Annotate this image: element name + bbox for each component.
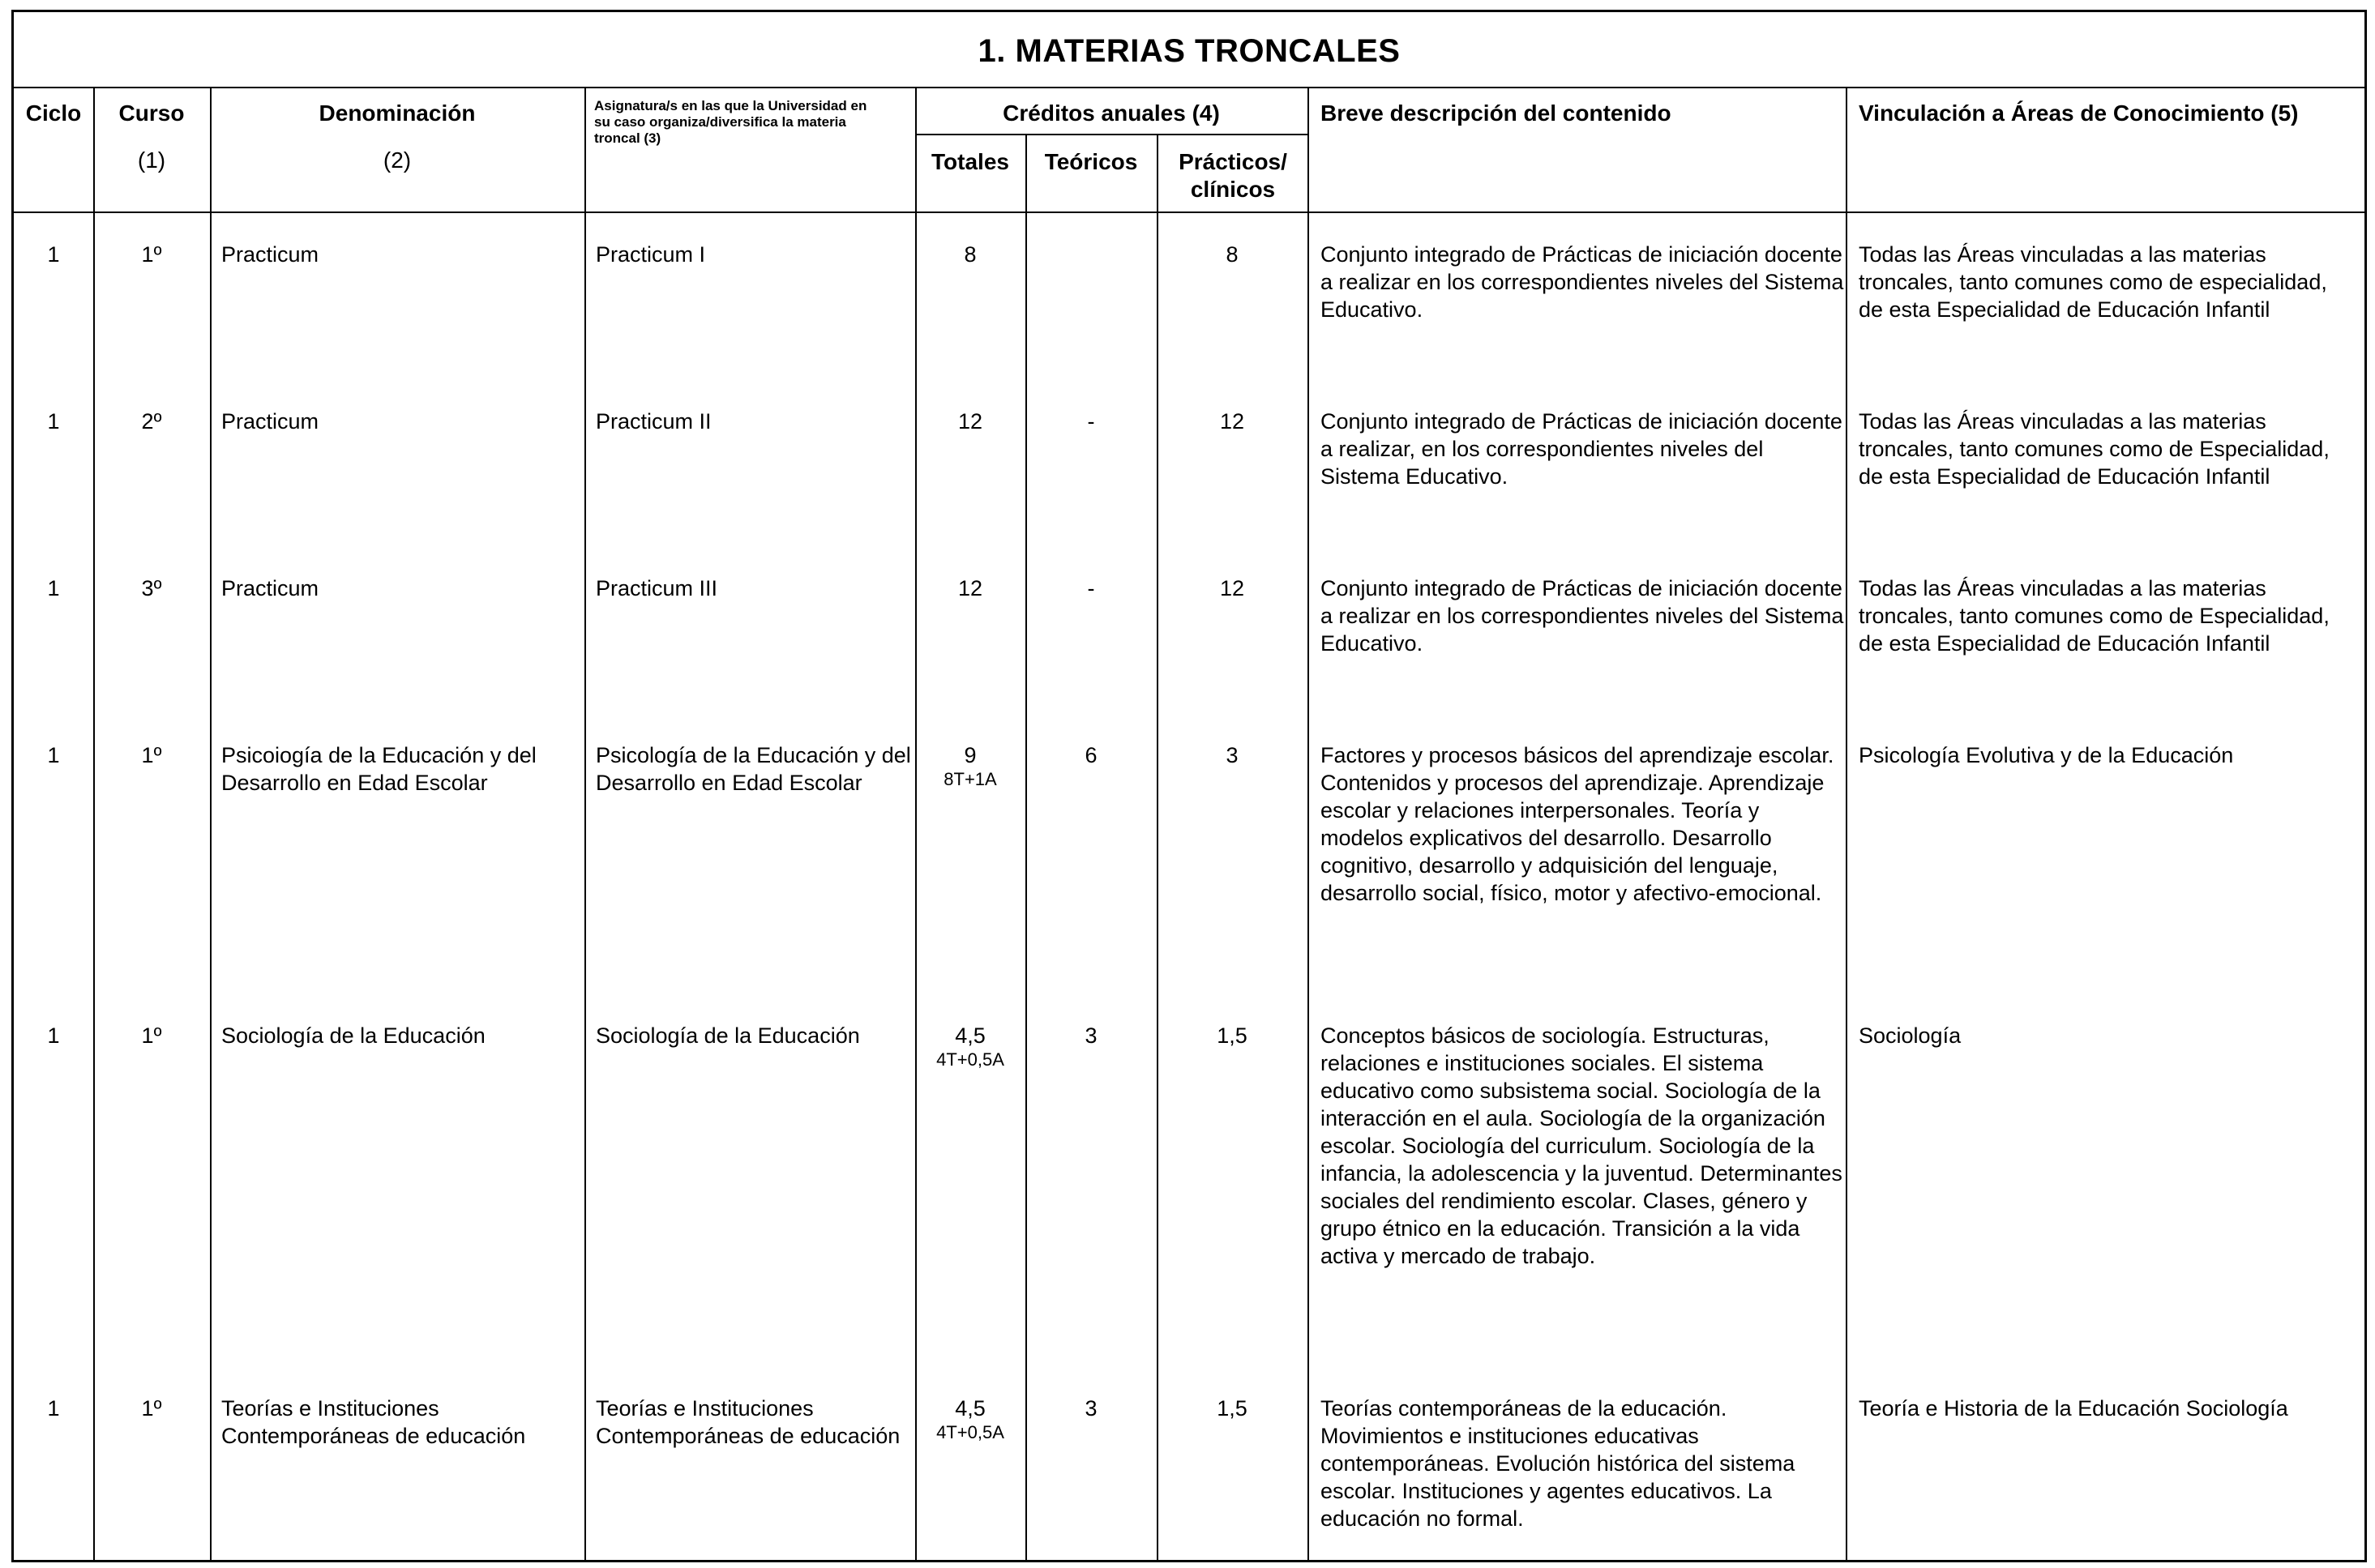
cell-teoricos: 3 bbox=[1085, 1396, 1098, 1421]
document-page bbox=[11, 10, 2367, 1562]
cell-descripcion: Conjunto integrado de Prácticas de iniciación docente a realizar en los correspondientes niveles del Sistema Educativo. bbox=[1320, 576, 1844, 656]
header-curso: Curso bbox=[118, 100, 185, 126]
header-denominacion-note: (2) bbox=[383, 147, 412, 173]
cell-curso: 1º bbox=[141, 1396, 162, 1421]
cell-denominacion: Practicum bbox=[221, 409, 319, 434]
cell-totales-sub: 4T+0,5A bbox=[936, 1422, 1004, 1442]
col-rule bbox=[584, 87, 586, 1560]
title-rule bbox=[14, 87, 2364, 88]
cell-totales: 4,5 bbox=[955, 1023, 986, 1048]
header-curso-note: (1) bbox=[137, 147, 166, 173]
cell-curso: 1º bbox=[141, 242, 162, 267]
header-denominacion: Denominación bbox=[319, 100, 476, 126]
cell-denominacion: Sociología de la Educación bbox=[221, 1023, 486, 1048]
cell-practicos: 1,5 bbox=[1217, 1023, 1247, 1048]
col-rule bbox=[1025, 134, 1027, 1560]
header-vinculacion: Vinculación a Áreas de Conocimiento (5) bbox=[1859, 100, 2299, 126]
cell-totales-sub: 8T+1A bbox=[944, 769, 997, 789]
cell-curso: 3º bbox=[141, 576, 162, 600]
cell-descripcion: Factores y procesos básicos del aprendizaje escolar. Contenidos y procesos del aprendizaje. Aprendizaje escolar y relaciones interpersonales. Teoría y modelos explicativos del desarrollo. Desarrollo cognitivo, desarrollo y adquisición del lenguaje, desarrollo social, físico, motor y afectivo-emocional. bbox=[1320, 743, 1834, 905]
col-rule bbox=[1157, 134, 1158, 1560]
header-ciclo: Ciclo bbox=[25, 100, 82, 126]
cell-denominacion: Teorías e Instituciones Contemporáneas de educación bbox=[221, 1396, 526, 1448]
cell-vinculacion: Teoría e Historia de la Educación Sociología bbox=[1859, 1396, 2288, 1421]
cell-teoricos: - bbox=[1087, 409, 1095, 434]
cell-vinculacion: Psicología Evolutiva y de la Educación bbox=[1859, 743, 2234, 767]
cell-descripcion: Conceptos básicos de sociología. Estructuras, relaciones e instituciones sociales. El sistema educativo como subsistema social. Sociología de la interacción en el aula. Sociología de la organización escolar. Sociología del curriculum. Sociología de la infancia, la adolescencia y la juventud. Determinantes sociales del rendimiento escolar. Clases, género y grupo étnico en la educación. Transición a la vida activa y mercado de trabajo. bbox=[1320, 1023, 1842, 1268]
cell-descripcion: Conjunto integrado de Prácticas de iniciación docente a realizar, en los correspondientes niveles del Sistema Educativo. bbox=[1320, 409, 1842, 489]
cell-totales: 12 bbox=[957, 576, 983, 600]
cell-ciclo: 1 bbox=[47, 242, 60, 267]
cell-curso: 1º bbox=[141, 743, 162, 767]
cell-asignatura: Sociología de la Educación bbox=[596, 1023, 860, 1048]
cell-ciclo: 1 bbox=[47, 576, 60, 600]
cell-practicos: 1,5 bbox=[1217, 1396, 1247, 1421]
header-asignatura: Asignatura/s en las que la Universidad en su caso organiza/diversifica la materia troncal (3) bbox=[594, 98, 867, 146]
col-rule bbox=[915, 87, 917, 1560]
header-descripcion: Breve descripción del contenido bbox=[1320, 100, 1671, 126]
cell-asignatura: Teorías e Instituciones Contemporáneas de educación bbox=[596, 1396, 901, 1448]
header-creditos: Créditos anuales (4) bbox=[1003, 100, 1220, 126]
cell-totales: 9 bbox=[964, 743, 977, 767]
cell-practicos: 8 bbox=[1226, 242, 1239, 267]
cell-practicos: 3 bbox=[1226, 743, 1239, 767]
col-rule bbox=[210, 87, 212, 1560]
cell-practicos: 12 bbox=[1219, 576, 1245, 600]
cell-denominacion: Practicum bbox=[221, 242, 319, 267]
cell-totales-sub: 4T+0,5A bbox=[936, 1049, 1004, 1070]
cell-teoricos: 6 bbox=[1085, 743, 1098, 767]
cell-totales: 12 bbox=[957, 409, 983, 434]
col-rule bbox=[1846, 87, 1847, 1560]
col-rule bbox=[1307, 87, 1309, 1560]
header-totales: Totales bbox=[931, 149, 1009, 174]
cell-teoricos: 3 bbox=[1085, 1023, 1098, 1048]
header-rule bbox=[14, 211, 2364, 213]
header-practicos: Prácticos/ clínicos bbox=[1179, 149, 1287, 202]
cell-asignatura: Practicum II bbox=[596, 409, 712, 434]
cell-vinculacion: Todas las Áreas vinculadas a las materias troncales, tanto comunes como de Especialidad, de esta Especialidad de Educación Infantil bbox=[1859, 409, 2330, 489]
cell-vinculacion: Todas las Áreas vinculadas a las materias troncales, tanto comunes como de especialidad, de esta Especialidad de Educación Infantil bbox=[1859, 242, 2327, 322]
cell-curso: 1º bbox=[141, 1023, 162, 1048]
cell-denominacion: Practicum bbox=[221, 576, 319, 600]
page-title: 1. MATERIAS TRONCALES bbox=[978, 33, 1401, 69]
cell-asignatura: Practicum I bbox=[596, 242, 706, 267]
cell-curso: 2º bbox=[141, 409, 162, 434]
cell-totales: 8 bbox=[964, 242, 977, 267]
cell-practicos: 12 bbox=[1219, 409, 1245, 434]
cell-teoricos: - bbox=[1087, 576, 1095, 600]
creditos-rule bbox=[915, 134, 1307, 135]
cell-vinculacion: Todas las Áreas vinculadas a las materias troncales, tanto comunes como de Especialidad, de esta Especialidad de Educación Infantil bbox=[1859, 576, 2330, 656]
col-rule bbox=[93, 87, 95, 1560]
cell-descripcion: Teorías contemporáneas de la educación. Movimientos e instituciones educativas contemporáneas. Evolución histórica del sistema escolar. Instituciones y agentes educativos. La educación no formal. bbox=[1320, 1396, 1795, 1531]
cell-asignatura: Practicum III bbox=[596, 576, 718, 600]
cell-totales: 4,5 bbox=[955, 1396, 986, 1421]
cell-ciclo: 1 bbox=[47, 1023, 60, 1048]
cell-ciclo: 1 bbox=[47, 743, 60, 767]
cell-ciclo: 1 bbox=[47, 409, 60, 434]
header-teoricos: Teóricos bbox=[1044, 149, 1138, 174]
cell-denominacion: Psicoiogía de la Educación y del Desarrollo en Edad Escolar bbox=[221, 743, 537, 795]
cell-descripcion: Conjunto integrado de Prácticas de iniciación docente a realizar en los correspondientes niveles del Sistema Educativo. bbox=[1320, 242, 1844, 322]
cell-ciclo: 1 bbox=[47, 1396, 60, 1421]
cell-vinculacion: Sociología bbox=[1859, 1023, 1962, 1048]
cell-asignatura: Psicología de la Educación y del Desarrollo en Edad Escolar bbox=[596, 743, 911, 795]
